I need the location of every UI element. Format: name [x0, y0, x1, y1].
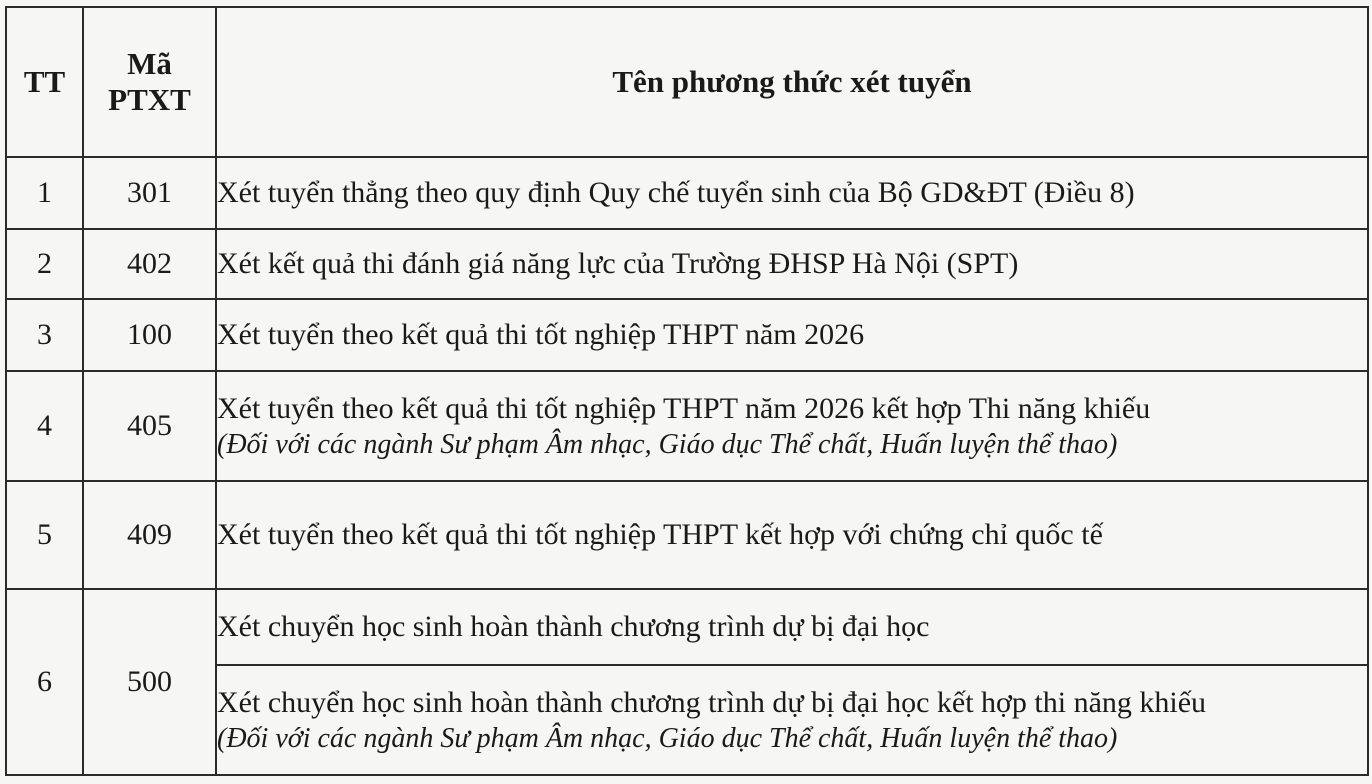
- header-ma-line2: PTXT: [108, 82, 191, 117]
- row-method: [216, 157, 1368, 229]
- method-text: Xét kết quả thi đánh giá năng lực của Trường ĐHSP Hà Nội (SPT): [217, 247, 1019, 280]
- row-method: [216, 665, 1368, 775]
- row-tt: 6: [6, 589, 83, 775]
- row-code: 100: [83, 299, 216, 371]
- row-tt: 5: [6, 481, 83, 589]
- method-text: Xét chuyển học sinh hoàn thành chương trình dự bị đại học: [217, 610, 930, 643]
- row-code: 405: [83, 371, 216, 481]
- row-code: 409: [83, 481, 216, 589]
- method-text: Xét chuyển học sinh hoàn thành chương trình dự bị đại học kết hợp thi năng khiếu: [217, 686, 1207, 719]
- row-code: 402: [83, 229, 216, 299]
- row-method: [216, 589, 1368, 665]
- admission-methods-table: [5, 6, 1369, 776]
- method-text: Xét tuyển thẳng theo quy định Quy chế tuyển sinh của Bộ GD&ĐT (Điều 8): [217, 176, 1135, 209]
- method-text: Xét tuyển theo kết quả thi tốt nghiệp THPT kết hợp với chứng chỉ quốc tế: [217, 518, 1103, 551]
- row-code: 301: [83, 157, 216, 229]
- row-method: [216, 299, 1368, 371]
- table-row: [6, 229, 1368, 299]
- table-row: [6, 371, 1368, 481]
- row-method: [216, 229, 1368, 299]
- method-text: Xét tuyển theo kết quả thi tốt nghiệp THPT năm 2026 kết hợp Thi năng khiếu: [217, 392, 1151, 425]
- table-header-row: [6, 7, 1368, 157]
- header-ma-ptxt: [83, 7, 216, 157]
- table-row: [6, 481, 1368, 589]
- method-text: Xét tuyển theo kết quả thi tốt nghiệp THPT năm 2026: [217, 318, 865, 351]
- table-row: [6, 299, 1368, 371]
- row-method: [216, 371, 1368, 481]
- header-tt: TT: [6, 7, 83, 157]
- row-tt: 2: [6, 229, 83, 299]
- table-row: [6, 157, 1368, 229]
- method-note: (Đối với các ngành Sư phạm Âm nhạc, Giáo dục Thể chất, Huấn luyện thể thao): [217, 429, 1118, 460]
- header-ma-line1: Mã: [127, 46, 172, 81]
- row-code: 500: [83, 589, 216, 775]
- table-row: [6, 589, 1368, 665]
- method-note: (Đối với các ngành Sư phạm Âm nhạc, Giáo dục Thể chất, Huấn luyện thể thao): [217, 723, 1118, 754]
- row-tt: 3: [6, 299, 83, 371]
- header-method-name: Tên phương thức xét tuyển: [216, 7, 1368, 157]
- row-method: [216, 481, 1368, 589]
- row-tt: 1: [6, 157, 83, 229]
- row-tt: 4: [6, 371, 83, 481]
